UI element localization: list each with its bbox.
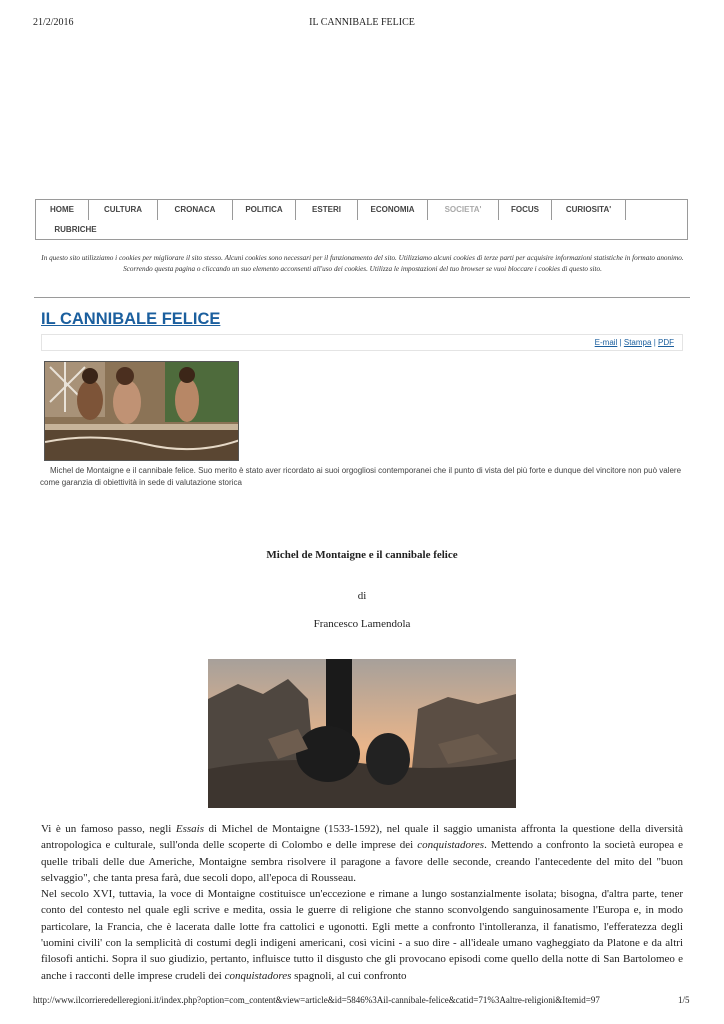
image-caption: Michel de Montaigne e il cannibale felice. Suo merito è stato aver ricordato ai suoi orgogliosi contemporanei che il punto di vista del più forte e dunque del vincitore non può valere come garanzia di obiettività in sede di valutazione storica: [40, 466, 682, 487]
main-nav: [35, 199, 688, 240]
separator: |: [619, 338, 622, 347]
cookie-notice: In questo sito utilizziamo i cookies per migliorare il sito stesso. Alcuni cookies sono necessari per il funzionamento del sito. Utilizziamo alcuni cookies di terze parti per acquisire informazioni statistiche in formato anonimo. Scorrendo questa pagina o cliccando un suo elemento acconsenti all'uso dei cookies. Utilizza le impostazioni del tuo browser se vuoi bloccare i cookies di questo sito.: [41, 254, 684, 273]
text-segment: spagnoli, al cui confronto: [291, 969, 407, 982]
page-number: 1/5: [678, 995, 690, 1005]
landscape-image: [208, 659, 516, 808]
text-segment: Nel secolo XVI, tuttavia, la voce di Montaigne costituisce un'eccezione e rimane a lungo sostanzialmente isolata; bisogna, d'altra parte, tener conto del contesto nel quale egli scrive e medita, ossia le guerre di religione che stanno sconvolgendo sanguinosamente l'Europa e, in modo particolare, la Francia, che è lacerata dalle lotte fra cattolici e ugonotti. Egli mette a confronto l'intolleranza, il fanatismo, l'efferatezza degli 'uomini civili' con la semplicità di costumi degli indigeni americani, così vicini - a suo dire - all'ideale umano vagheggiato da Platone e da altri filosofi antichi. Sopra il suo giudizio, pertanto, influisce tutto il disgusto che gli provocano episodi come quello della notte di San Bartolomeo e anche i racconti delle imprese crudeli dei: [41, 888, 683, 982]
author-name: Francesco Lamendola: [313, 618, 411, 630]
text-segment: Vi è un famoso passo, negli: [41, 823, 176, 835]
divider: [34, 297, 690, 298]
nav-item-home[interactable]: HOME: [36, 200, 89, 220]
print-title: IL CANNIBALE FELICE: [309, 17, 415, 28]
article-subtitle: Michel de Montaigne e il cannibale felice: [266, 549, 458, 561]
conquistadores-term: conquistadores: [224, 969, 292, 982]
landscape-image-art: [208, 659, 516, 808]
separator: |: [653, 338, 656, 347]
essais-title: Essais: [175, 823, 205, 835]
pdf-link[interactable]: PDF: [658, 338, 674, 347]
nav-item-focus[interactable]: FOCUS: [499, 200, 552, 220]
nav-item-cronaca[interactable]: CRONACA: [158, 200, 233, 220]
byline-di: di: [357, 590, 367, 602]
print-date: 21/2/2016: [33, 17, 74, 28]
article-body: [41, 821, 683, 984]
print-link[interactable]: Stampa: [623, 338, 652, 347]
nav-item-esteri[interactable]: ESTERI: [296, 200, 358, 220]
text-segment: di Michel de Montaigne (1533-1592), nel quale il saggio umanista affronta la questione della diversità antropologica e culturale, sull'onda delle scoperte di Colombo e delle imprese dei: [41, 823, 683, 852]
article-title[interactable]: IL CANNIBALE FELICE: [41, 310, 221, 328]
paragraph: [41, 821, 683, 886]
text-segment: . Mettendo a confronto la società europea e quelle tribali delle due Americhe, Montaigne sembra risolvere il paragone a favore delle seconde, creando l'antecedente del mito del "buon selvaggio", che tanta presa farà, due secoli dopo, all'epoca di Rousseau.: [41, 839, 683, 884]
article-toolbar: [41, 334, 683, 351]
nav-item-economia[interactable]: ECONOMIA: [358, 200, 428, 220]
cannibal-scene-image-art: [45, 362, 239, 461]
paragraph: [41, 886, 683, 984]
nav-item-cultura[interactable]: CULTURA: [89, 200, 158, 220]
email-link[interactable]: E-mail: [594, 338, 618, 347]
nav-item-rubriche[interactable]: RUBRICHE: [54, 225, 97, 234]
nav-item-curiosita[interactable]: CURIOSITA': [552, 200, 626, 220]
nav-item-societa[interactable]: SOCIETA': [428, 200, 499, 220]
footer-url: http://www.ilcorrieredelleregioni.it/index.php?option=com_content&view=article&id=5846%3Ail-cannibale-felice&catid=71%3Aaltre-religioni&Itemid=97: [33, 995, 600, 1005]
nav-item-politica[interactable]: POLITICA: [233, 200, 296, 220]
conquistadores-term: conquistadores: [417, 839, 485, 852]
cannibal-scene-image: [44, 361, 239, 461]
